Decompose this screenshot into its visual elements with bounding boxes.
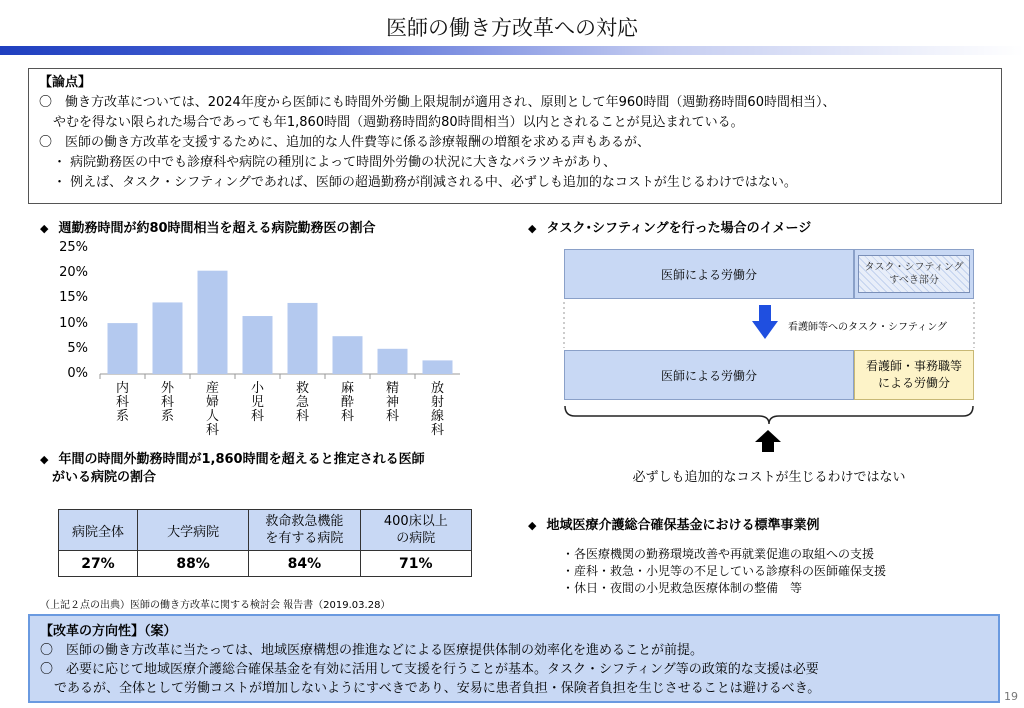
source-note: （上記２点の出典）医師の働き方改革に関する検討会 報告書（2019.03.28） xyxy=(40,600,391,611)
issues-heading: 【論点】 xyxy=(39,75,92,90)
category-label: 外科系 xyxy=(160,381,174,424)
reform-heading: 【改革の方向性】（案） xyxy=(40,624,177,639)
category-label: 内科系 xyxy=(115,381,129,424)
diamond-bullet-icon: ◆ xyxy=(528,222,537,235)
y-tick-label: 5% xyxy=(67,340,88,356)
diamond-bullet-icon: ◆ xyxy=(528,519,537,532)
bar-放射線科 xyxy=(423,360,453,374)
bar-産婦人科 xyxy=(198,271,228,374)
table-header-cell: 400床以上 の病院 xyxy=(360,510,471,551)
page-number: 19 xyxy=(1004,690,1018,703)
issues-line-2: やむを得ない限られた場合であっても年1,860時間（週勤務時間約80時間相当）以内とされることが見込まれている。 xyxy=(53,115,744,130)
fund-example-list xyxy=(562,546,886,597)
task-shift-part-box xyxy=(854,249,974,299)
category-label: 放射線科 xyxy=(430,381,444,438)
doctor-labor-box-after: 医師による労働分 xyxy=(564,350,854,400)
chart-heading xyxy=(40,220,376,238)
bar-精神科 xyxy=(378,349,408,374)
curly-brace-icon xyxy=(563,404,976,426)
table-header-cell: 救命救急機能 を有する病院 xyxy=(249,510,360,551)
bar-内科系 xyxy=(108,323,138,374)
category-label: 精神科 xyxy=(385,381,399,424)
table-row xyxy=(59,551,472,577)
reform-line-2: 〇 必要に応じて地域医療介護総合確保基金を有効に活用して支援を行うことが基本。タスク・シフティング等の政策的な支援は必要 xyxy=(40,662,819,677)
table-header-cell: 大学病院 xyxy=(137,510,248,551)
table-row xyxy=(59,510,472,551)
category-label: 小児科 xyxy=(250,381,264,424)
hospital-ratio-table xyxy=(58,509,472,577)
no-additional-cost-note: 必ずしも追加的なコストが生じるわけではない xyxy=(632,470,906,485)
task-shift-after xyxy=(564,350,974,400)
table-header-cell: 病院全体 xyxy=(59,510,138,551)
task-shift-arrow-label: 看護師等へのタスク・シフティング xyxy=(788,322,947,333)
chart-heading-text: 週勤務時間が約80時間相当を超える病院勤務医の割合 xyxy=(58,221,376,236)
issues-line-4: ・ 病院勤務医の中でも診療科や病院の種別によって時間外労働の状況に大きなバラツキがあり、 xyxy=(53,155,617,170)
bar-外科系 xyxy=(153,302,183,374)
reform-line-1: 〇 医師の働き方改革に当たっては、地域医療構想の推進などによる医療提供体制の効率化を進めることが前提。 xyxy=(40,643,704,658)
bar-救急科 xyxy=(288,303,318,374)
table-value-cell: 71% xyxy=(360,551,471,577)
issues-box xyxy=(28,68,1002,204)
reform-direction-box xyxy=(28,614,1000,703)
task-shift-part-label: タスク・シフティング すべき部分 xyxy=(858,255,970,293)
page-title: 医師の働き方改革への対応 xyxy=(386,16,638,40)
task-shift-heading-text: タスク･シフティングを行った場合のイメージ xyxy=(546,221,812,236)
nurse-staff-labor-box: 看護師・事務職等 による労働分 xyxy=(854,350,974,400)
diamond-bullet-icon: ◆ xyxy=(40,222,49,235)
table-value-cell: 84% xyxy=(249,551,360,577)
task-shift-before xyxy=(564,249,974,299)
category-label: 救急科 xyxy=(295,381,309,424)
table-heading xyxy=(40,451,425,487)
issues-line-5: ・ 例えば、タスク・シフティングであれば、医師の超過勤務が削減される中、必ずしも追加的なコストが生じるわけではない。 xyxy=(53,175,797,190)
y-tick-label: 0% xyxy=(67,366,88,381)
fund-heading-text: 地域医療介護総合確保基金における標準事業例 xyxy=(546,518,820,533)
up-arrow-icon xyxy=(755,430,781,452)
issues-line-3: 〇 医師の働き方改革を支援するために、追加的な人件費等に係る診療報酬の増額を求める声もあるが、 xyxy=(39,135,651,150)
y-tick-label: 10% xyxy=(59,315,88,331)
table-heading-line1: 年間の時間外勤務時間が1,860時間を超えると推定される医師 xyxy=(58,452,425,467)
bar-小児科 xyxy=(243,316,273,374)
y-tick-label: 20% xyxy=(59,265,88,281)
diamond-bullet-icon: ◆ xyxy=(40,453,49,466)
bar-麻酔科 xyxy=(333,336,363,374)
table-value-cell: 88% xyxy=(137,551,248,577)
y-tick-label: 15% xyxy=(59,290,88,306)
reform-line-3: であるが、全体として労働コストが増加しないようにすべきであり、安易に患者負担・保険者負担を生じさせることは避けるべき。 xyxy=(54,681,821,696)
y-tick-label: 25% xyxy=(59,240,88,255)
category-label: 産婦人科 xyxy=(205,381,219,438)
category-label: 麻酔科 xyxy=(340,381,354,424)
dashed-guide-lines xyxy=(563,300,976,350)
table-value-cell: 27% xyxy=(59,551,138,577)
title-underline xyxy=(0,46,1024,55)
issues-line-1: 〇 働き方改革については、2024年度から医師にも時間外労働上限規制が適用され、原則として年960時間（週勤務時間60時間相当）、 xyxy=(39,95,836,110)
fund-heading xyxy=(528,517,819,535)
table-heading-line2: がいる病院の割合 xyxy=(52,470,157,485)
list-item: ・休日・夜間の小児救急医療体制の整備 等 xyxy=(562,581,803,595)
bar-chart xyxy=(48,240,468,455)
doctor-labor-box-before: 医師による労働分 xyxy=(564,249,854,299)
list-item: ・産科・救急・小児等の不足している診療科の医師確保支援 xyxy=(562,564,887,578)
task-shift-heading xyxy=(528,220,811,238)
list-item: ・各医療機関の勤務環境改善や再就業促進の取組への支援 xyxy=(562,547,875,561)
